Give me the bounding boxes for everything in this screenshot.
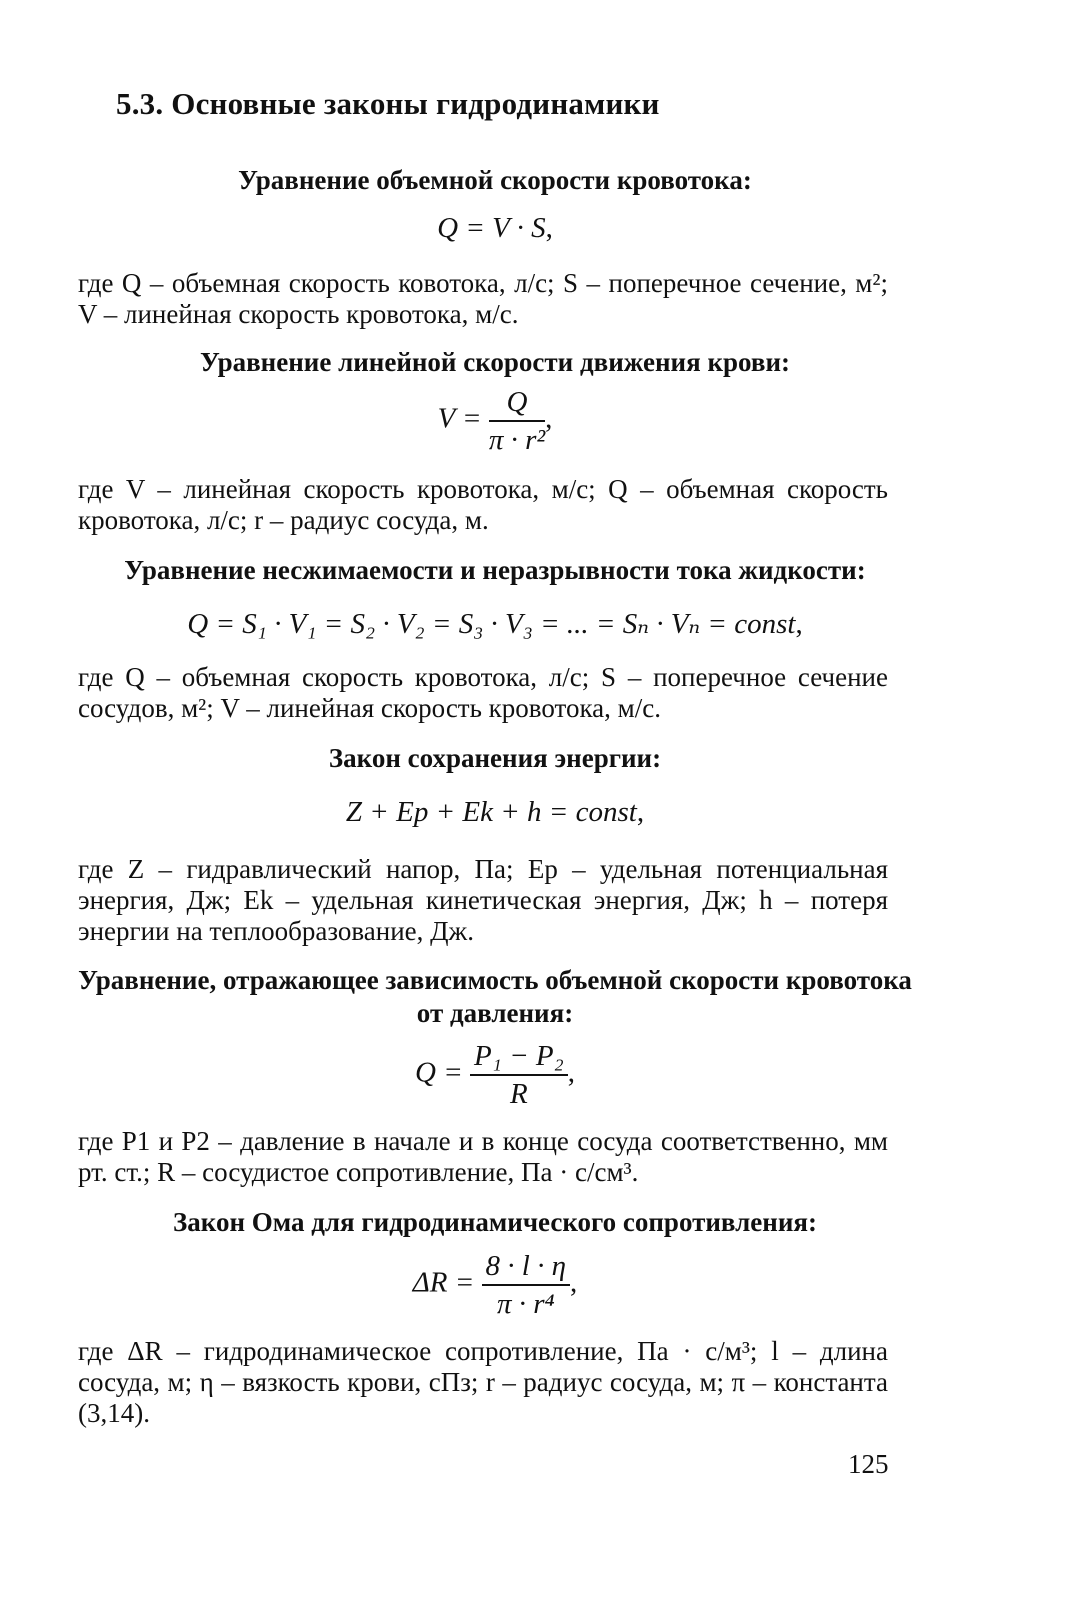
formula-volumetric-flow [70, 212, 920, 245]
formula-flow-pressure [70, 1040, 920, 1110]
fraction [470, 1040, 568, 1110]
formula-tail: , [795, 608, 803, 640]
formula-text: Q = S₁ · V₁ = S₂ · V₂ = S₃ · V₃ = ... = Sₙ · Vₙ = const [187, 608, 796, 640]
fraction [482, 1250, 570, 1320]
formula-lhs: Q = [415, 1056, 463, 1089]
section-title: 5.3. Основные законы гидродинамики [116, 86, 660, 121]
description-volumetric-flow: где Q – объемная скорость ковотока, л/с; S – поперечное сечение, м²; V – линейная скорость кровотока, м/с. [78, 268, 888, 329]
formula-tail: , [545, 402, 553, 435]
formula-lhs: V = [437, 402, 482, 435]
heading-volumetric-flow: Уравнение объемной скорости кровотока: [238, 165, 752, 195]
heading-ohms-law: Закон Ома для гидродинамического сопротивления: [173, 1207, 817, 1237]
heading-continuity: Уравнение несжимаемости и неразрывности тока жидкости: [124, 555, 866, 585]
description-energy-conservation: где Z – гидравлический напор, Па; Ep – удельная потенциальная энергия, Дж; Ek – удельная кинетическая энергия, Дж; h – потеря энергии на теплообразование, Дж. [78, 854, 888, 946]
formula-energy-conservation [70, 796, 920, 829]
formula-text: Z + Ep + Ek + h = const [345, 796, 637, 828]
description-continuity: где Q – объемная скорость кровотока, л/с; S – поперечное сечение сосудов, м²; V – линейная скорость кровотока, м/с. [78, 662, 888, 723]
formula-ohms-law [70, 1250, 920, 1320]
description-ohms-law: где ΔR – гидродинамическое сопротивление, Па · с/м³; l – длина сосуда, м; η – вязкость крови, сПз; r – радиус сосуда, м; π – константа (3,14). [78, 1336, 888, 1428]
description-linear-velocity: где V – линейная скорость кровотока, м/с; Q – объемная скорость кровотока, л/с; r – радиус сосуда, м. [78, 474, 888, 535]
formula-lhs: ΔR = [412, 1266, 475, 1299]
formula-linear-velocity [70, 386, 920, 456]
formula-tail: , [545, 212, 553, 244]
formula-continuity [70, 606, 920, 641]
formula-tail: , [567, 1056, 575, 1089]
heading-flow-pressure: Уравнение, отражающее зависимость объемной скорости кровотока от давления: [78, 965, 912, 1028]
description-flow-pressure: где P1 и P2 – давление в начале и в конце сосуда соответственно, мм рт. ст.; R – сосудистое сопротивление, Па · с/см³. [78, 1126, 888, 1187]
formula-tail: , [636, 796, 645, 828]
page-number: 125 [848, 1449, 889, 1479]
fraction-denominator: R [510, 1078, 528, 1110]
formula-tail: , [570, 1266, 578, 1299]
fraction-numerator: Q [489, 386, 545, 422]
formula-text: Q = V · S [437, 212, 546, 244]
fraction-numerator: 8 · l · η [482, 1250, 570, 1286]
fraction [489, 386, 545, 456]
fraction-denominator: π · r⁴ [496, 1288, 555, 1320]
fraction-denominator: π · r² [488, 424, 546, 456]
heading-energy-conservation: Закон сохранения энергии: [328, 743, 662, 773]
fraction-numerator: P₁ − P₂ [470, 1040, 568, 1076]
heading-linear-velocity: Уравнение линейной скорости движения крови: [199, 347, 790, 377]
